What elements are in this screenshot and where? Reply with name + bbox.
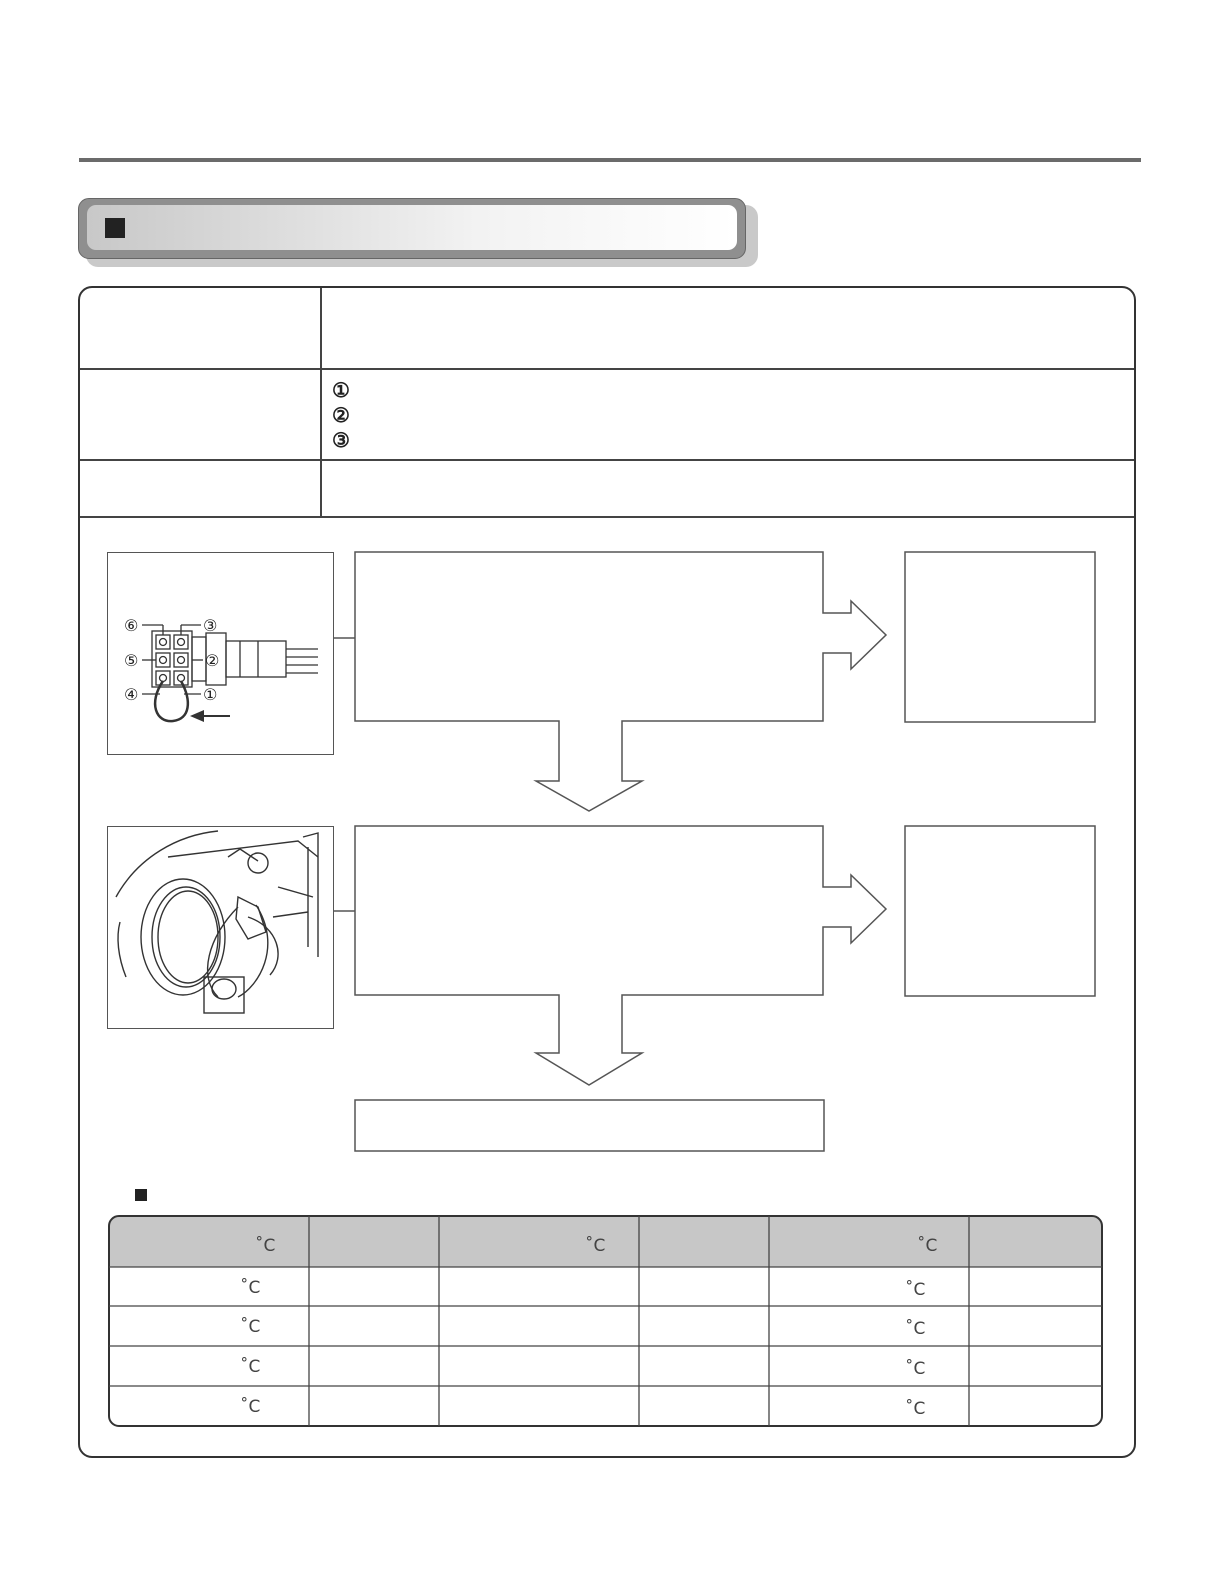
step-marker-1: ① bbox=[332, 378, 350, 402]
pin-label-1: ① bbox=[203, 685, 218, 704]
table-cell-unit: ˚C bbox=[240, 1317, 261, 1337]
table-cell-unit: ˚C bbox=[905, 1359, 926, 1379]
table-header-unit-2: ˚C bbox=[585, 1236, 606, 1256]
pin-label-2: ② bbox=[205, 651, 220, 670]
pin-label-6: ⑥ bbox=[124, 616, 139, 635]
black-square-icon bbox=[135, 1189, 147, 1201]
measurement-figure bbox=[107, 826, 334, 1029]
pin-label-5: ⑤ bbox=[124, 651, 139, 670]
table-cell-unit: ˚C bbox=[905, 1399, 926, 1419]
process-box-1 bbox=[355, 552, 886, 811]
table-header-unit-1: ˚C bbox=[255, 1236, 276, 1256]
process-box-2 bbox=[355, 826, 886, 1085]
pin-label-4: ④ bbox=[124, 685, 139, 704]
step-marker-2: ② bbox=[332, 403, 350, 427]
final-box bbox=[355, 1100, 824, 1151]
table-cell-unit: ˚C bbox=[240, 1357, 261, 1377]
connector-figure bbox=[107, 552, 334, 755]
table-cell-unit: ˚C bbox=[240, 1278, 261, 1298]
connector-diagram bbox=[108, 553, 332, 753]
result-box-2 bbox=[905, 826, 1095, 996]
measurement-illustration bbox=[108, 827, 332, 1027]
pin-label-3: ③ bbox=[203, 616, 218, 635]
step-marker-3: ③ bbox=[332, 428, 350, 452]
table-header-unit-3: ˚C bbox=[917, 1236, 938, 1256]
result-box-1 bbox=[905, 552, 1095, 722]
table-cell-unit: ˚C bbox=[240, 1397, 261, 1417]
table-cell-unit: ˚C bbox=[905, 1319, 926, 1339]
table-cell-unit: ˚C bbox=[905, 1280, 926, 1300]
